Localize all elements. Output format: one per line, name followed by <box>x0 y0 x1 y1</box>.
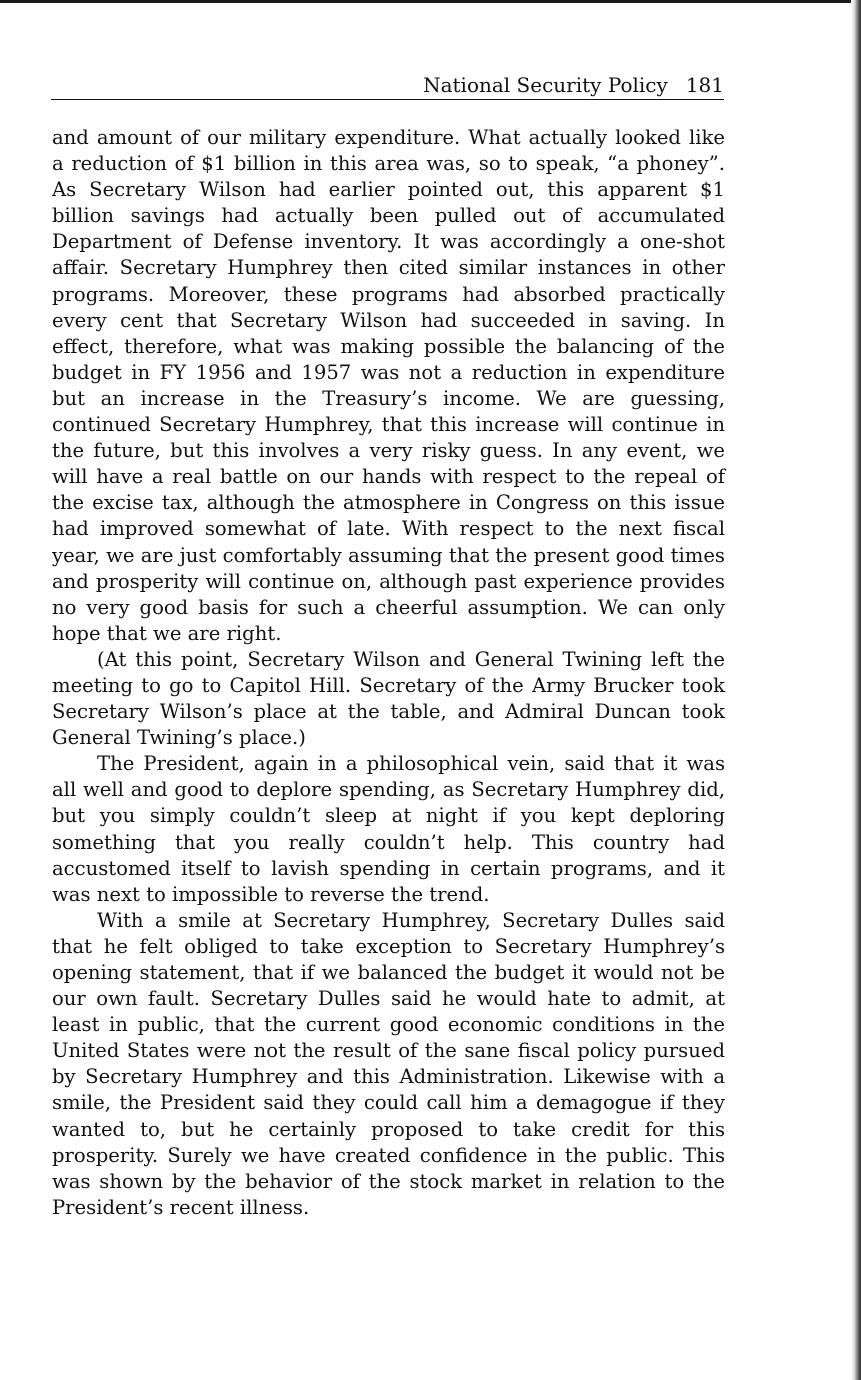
running-head <box>51 72 724 100</box>
scan-binding-edge <box>851 0 861 1380</box>
body-text <box>52 125 725 1221</box>
running-title: National Security Policy <box>423 73 668 97</box>
paragraph-president: The President, again in a philosophical vein, said that it was all well and good to deplore spending, as Secretary Humphrey did, but you simply couldn’t sleep at night if you kept deploring something that you really couldn’t help. This country had accustomed itself to lavish spending in certain programs, and it was next to impossible to reverse the trend. <box>52 752 725 906</box>
scan-top-edge <box>0 0 861 3</box>
page-number: 181 <box>685 73 724 97</box>
paragraph-dulles: With a smile at Secretary Humphrey, Secretary Dulles said that he felt obliged to take exception to Secretary Humphrey’s opening statement, that if we balanced the budget it would not be our own fault. Secretary Dulles said he would hate to admit, at least in public, that the current good economic conditions in the United States were not the result of the sane fiscal policy pursued by Secretary Humphrey and this Administration. Likewise with a smile, the President said they could call him a demagogue if they wanted to, but he certainly proposed to take credit for this prosperity. Surely we have created confidence in the public. This was shown by the behavior of the stock market in relation to the President’s recent illness. <box>52 908 725 1219</box>
paragraph-stage-direction: (At this point, Secretary Wilson and General Twining left the meeting to go to Capitol Hill. Secretary of the Army Brucker took Secretary Wilson’s place at the table, and Admiral Duncan took General Twining’s place.) <box>52 647 725 750</box>
paragraph-continued: and amount of our military expenditure. What actually looked like a reduction of $1 billion in this area was, so to speak, “a phoney”. As Secretary Wilson had earlier pointed out, this apparent $1 billion savings had actually been pulled out of accumulated Department of Defense inventory. It was accordingly a one-shot affair. Secretary Humphrey then cited similar instances in other programs. Moreover, these programs had absorbed practically every cent that Secretary Wilson had succeeded in saving. In effect, therefore, what was making possible the balancing of the budget in FY 1956 and 1957 was not a reduction in expenditure but an increase in the Treasury’s income. We are guessing, continued Secretary Humphrey, that this increase will continue in the future, but this involves a very risky guess. In any event, we will have a real battle on our hands with respect to the repeal of the excise tax, although the atmosphere in Congress on this issue had improved somewhat of late. With respect to the next fiscal year, we are just comfortably assuming that the present good times and prosperity will continue on, although past experience provides no very good basis for such a cheerful assumption. We can only hope that we are right. <box>52 126 725 645</box>
